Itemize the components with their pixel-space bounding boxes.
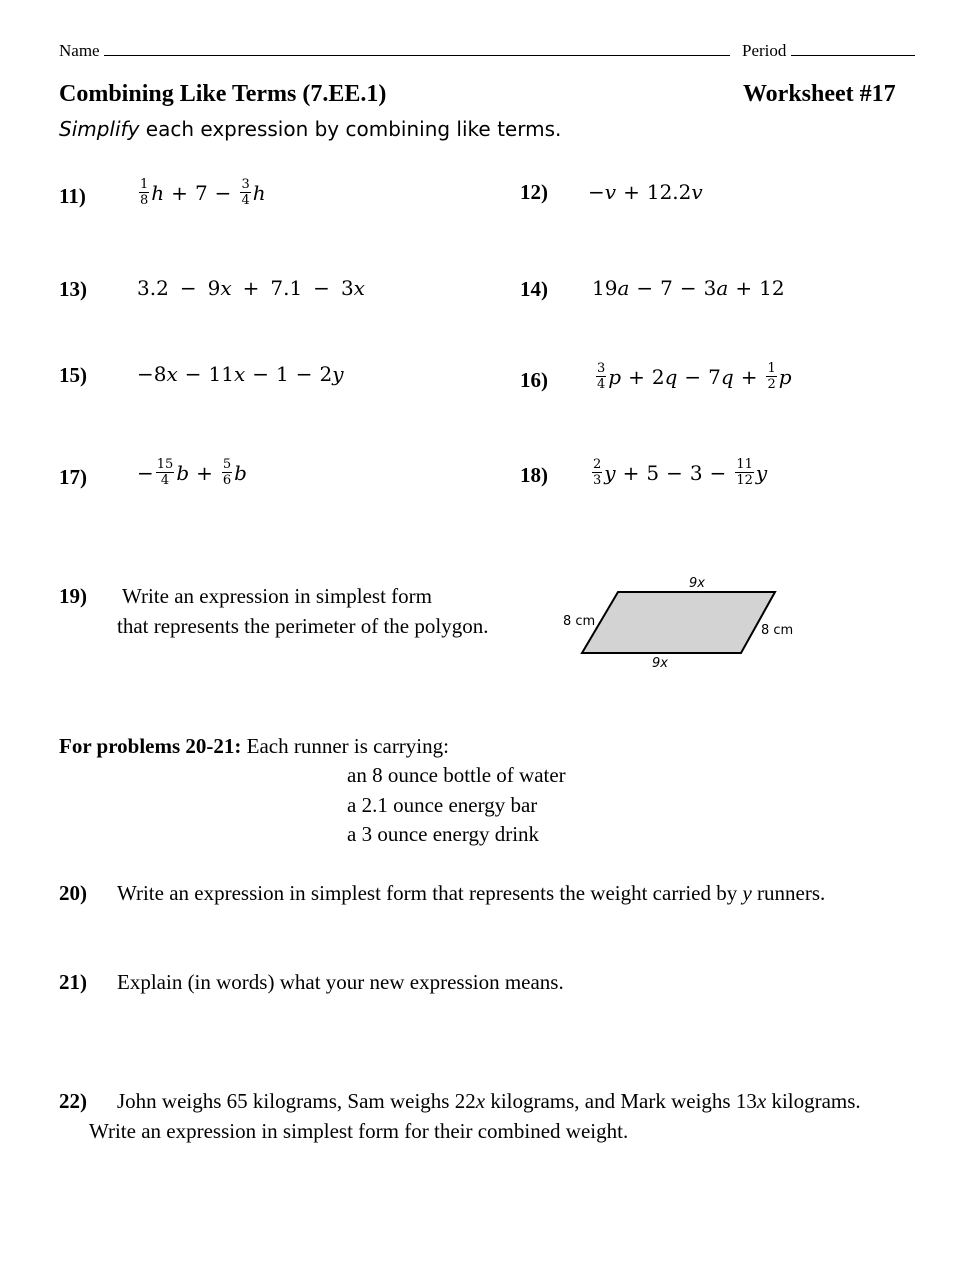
problem-21-text: Explain (in words) what your new expression means. (117, 970, 564, 994)
problem-17-expression: − $\frac{15}{4}$ b + $\frac{5}{6}$ b (137, 457, 247, 488)
right-side-label: 8 cm (761, 623, 794, 638)
parallelogram-figure (555, 570, 805, 675)
top-side-label: 9x (689, 576, 705, 591)
period-label: Period (742, 41, 787, 60)
runner-item: a 3 ounce energy drink (347, 822, 540, 846)
bottom-side-label: 9x (652, 656, 668, 671)
problem-12-expression: − v + 12.2 v (588, 180, 703, 204)
problem-11-number: 11) (59, 184, 86, 208)
worksheet-number: Worksheet #17 (743, 81, 896, 107)
problem-16-expression: $\frac{3}{4}$ p + 2 q − 7 q + $\frac{1}{2}$ p (597, 361, 792, 392)
fraction: $\frac{15}{4}$ (156, 457, 174, 488)
runners-intro (59, 734, 449, 759)
problem-21-number: 21) (59, 970, 87, 994)
problem-13-number: 13) (59, 277, 87, 301)
problem-15-expression: −8 x − 11 x − 1 − 2 y (137, 362, 344, 386)
period-line[interactable] (742, 40, 915, 61)
problem-19-line-2: that represents the perimeter of the polygon. (117, 614, 489, 638)
instruction-text: each expression by combining like terms. (139, 117, 562, 141)
fraction: $\frac{3}{4}$ (597, 361, 606, 392)
problem-14-expression: 19 a − 7 − 3 a + 12 (592, 276, 785, 300)
fraction: $\frac{11}{12}$ (736, 457, 753, 488)
fraction: $\frac{5}{6}$ (222, 457, 232, 488)
problem-18-expression: $\frac{2}{3}$ y + 5 − 3 − $\frac{11}{12}$ y (593, 457, 768, 488)
runners-intro-text: Each runner is carrying: (241, 734, 449, 758)
problem-20-number: 20) (59, 881, 87, 905)
fraction: $\frac{1}{8}$ (140, 177, 149, 208)
problem-13-expression: 3.2 − 9 x + 7.1 − 3 x (137, 276, 365, 300)
fraction: $\frac{1}{2}$ (767, 361, 776, 392)
problem-19-number: 19) (59, 584, 87, 608)
problem-14-number: 14) (520, 277, 548, 301)
problem-15-number: 15) (59, 363, 87, 387)
instructions (59, 117, 561, 141)
name-line[interactable] (59, 40, 730, 61)
instruction-italic: Simplify (59, 117, 140, 141)
runners-intro-bold: For problems 20-21: (59, 734, 242, 758)
period-blank[interactable] (791, 40, 915, 56)
parallelogram-shape (582, 592, 775, 653)
problem-16-number: 16) (520, 368, 548, 392)
problem-17-number: 17) (59, 465, 87, 489)
fraction: $\frac{3}{4}$ (241, 177, 250, 208)
problem-19-line-1: Write an expression in simplest form (122, 584, 433, 608)
problem-12-number: 12) (520, 180, 548, 204)
name-blank[interactable] (104, 40, 730, 56)
runner-item: a 2.1 ounce energy bar (347, 793, 538, 817)
worksheet-title: Combining Like Terms (7.EE.1) (59, 81, 387, 107)
problem-22-number: 22) (59, 1089, 87, 1113)
left-side-label: 8 cm (563, 614, 596, 629)
runner-item: an 8 ounce bottle of water (347, 763, 566, 787)
problem-22-line-1: John weighs 65 kilograms, Sam weighs 22x kilograms, and Mark weighs 13x kilograms. (117, 1089, 861, 1113)
problem-22-line-2: Write an expression in simplest form for their combined weight. (89, 1119, 629, 1143)
name-label: Name (59, 41, 100, 60)
fraction: $\frac{2}{3}$ (593, 457, 602, 488)
problem-20-text: Write an expression in simplest form that represents the weight carried by y runners. (117, 881, 826, 905)
problem-11-expression: $\frac{1}{8}$ h + 7 − $\frac{3}{4}$ h (140, 177, 266, 208)
problem-18-number: 18) (520, 463, 548, 487)
